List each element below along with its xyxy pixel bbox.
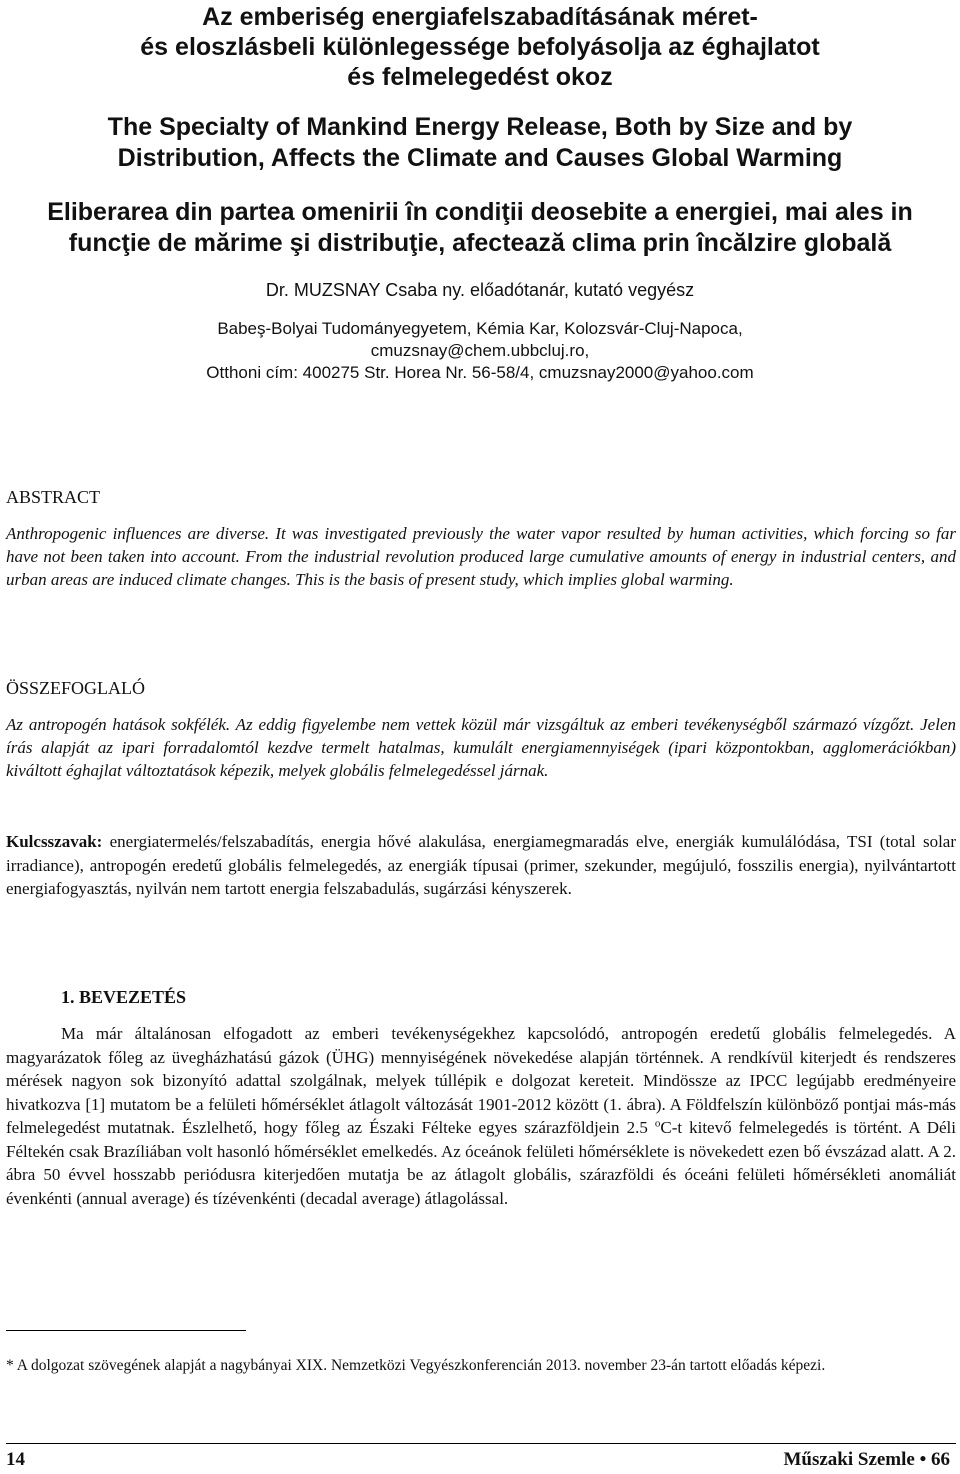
- title-romanian: [0, 197, 960, 259]
- title-hungarian: [0, 2, 960, 92]
- title-hu-line: és felmelegedést okoz: [347, 63, 613, 91]
- keywords-label: Kulcsszavak:: [6, 832, 103, 851]
- keywords-section: [6, 830, 956, 901]
- journal-name: Műszaki Szemle • 66: [783, 1449, 950, 1470]
- title-ro-line: funcţie de mărime şi distribuţie, afectează clima prin încălzire globală: [68, 229, 892, 257]
- osszefoglalo-heading: ÖSSZEFOGLALÓ: [6, 678, 146, 698]
- page-number: 14: [6, 1449, 25, 1470]
- abstract-heading: ABSTRACT: [6, 487, 101, 507]
- degree-superscript: o: [654, 1117, 661, 1130]
- footnote-divider: [6, 1330, 246, 1331]
- osszefoglalo-text: Az antropogén hatások sokfélék. Az eddig figyelembe nem vettek közül már vizsgáltuk az emberi tevékenységből származó vízgőzt. Jelen írás alapját az ipari forradalomtól kezdve termelt hatalmas, kumulált energiamennyiségek (ipari központokban, agglomerációkban) kiváltott éghajlat változtatások képezik, melyek globális felmelegedéssel járnak.: [6, 715, 956, 780]
- affiliation-line: Babeş-Bolyai Tudományegyetem, Kémia Kar, Kolozsvár-Cluj-Napoca,: [217, 319, 743, 338]
- intro-text-part1: Ma már általánosan elfogadott az emberi tevékenységekhez kapcsolódó, antropogén eredetű globális felmelegedés. A magyarázatok főleg az üvegházhatású gázok (ÜHG) mennyiségének növekedése alapján történnek. A rendkívül kiterjedt és rendszeres mérések nagyon sok bizonyító adattal szolgálnak, melyek túllépik e dolgozat kereteit. Mindössze az IPCC legújabb eredményeire hivatkozva [1] mutatom be a felületi hőmérséklet átlagolt változását 1901-2012 között (1. ábra). A Földfelszín különböző pontjai más-más felmelegedést mutatnak. Észlelhető, hogy főleg az Északi Félteke egyes szárazföldjein 2.5: [6, 1024, 956, 1137]
- title-hu-line: Az emberiség energiafelszabadításának méret-: [202, 3, 758, 31]
- keywords-paragraph: [6, 830, 956, 901]
- title-block: [0, 0, 960, 384]
- title-en-line: The Specialty of Mankind Energy Release, Both by Size and by: [107, 113, 853, 141]
- intro-text-part2: C-t kitevő felmelegedés is történt. A Déli Féltekén csak Brazíliában volt hasonló hőmérséklet emelkedés. Az óceánok felületi hőmérséklete is növekedett ezen bő évszázad alatt. A 2. ábra 50 évvel hosszabb periódusra kiterjedően mutatja be az átlagolt globális, szárazföldi és óceáni felületi hőmérsékleti anomáliát évenkénti (annual average) és tízévenkénti (decadal average) átlagolással.: [6, 1118, 957, 1208]
- affiliation-email: cmuzsnay@chem.ubbcluj.ro,: [370, 341, 590, 360]
- introduction-heading: 1. BEVEZETÉS: [61, 987, 187, 1007]
- keywords-text: energiatermelés/felszabadítás, energia hővé alakulása, energiamegmaradás elve, energiák kumulálódása, TSI (total solar irradiance), antropogén eredetű globális felmelegedés, az energiák típusai (primer, szekunder, megújuló, fosszilis energia), nyilvántartott energiafogyasztás, nyilván nem tartott energia felszabadulás, sugárzási kényszerek.: [6, 832, 957, 898]
- title-en-line: Distribution, Affects the Climate and Causes Global Warming: [117, 144, 843, 172]
- footnote: * A dolgozat szövegének alapját a nagybányai XIX. Nemzetközi Vegyészkonferencián 2013. november 23-án tartott előadás képezi.: [6, 1357, 826, 1374]
- author-line: Dr. MUZSNAY Csaba ny. előadótanár, kutató vegyész: [265, 280, 695, 300]
- abstract-section: [6, 486, 956, 591]
- introduction-section: [6, 986, 956, 1210]
- affiliation-address: Otthoni cím: 400275 Str. Horea Nr. 56-58/4, cmuzsnay2000@yahoo.com: [206, 363, 754, 382]
- abstract-text: Anthropogenic influences are diverse. It was investigated previously the water vapor resulted by human activities, which forcing so far have not been taken into account. From the industrial revolution produced large cumulative amounts of energy in industrial centers, and urban areas are induced climate changes. This is the basis of present study, which implies global warming.: [6, 524, 956, 589]
- title-ro-line: Eliberarea din partea omenirii în condiţii deosebite a energiei, mai ales in: [47, 198, 913, 226]
- title-hu-line: és eloszlásbeli különlegessége befolyásolja az éghajlatot: [140, 33, 820, 61]
- page-footer-rule: [6, 1443, 956, 1444]
- title-english: [0, 112, 960, 174]
- affiliation: [0, 318, 960, 384]
- introduction-paragraph: [6, 1022, 956, 1210]
- osszefoglalo-section: [6, 677, 956, 782]
